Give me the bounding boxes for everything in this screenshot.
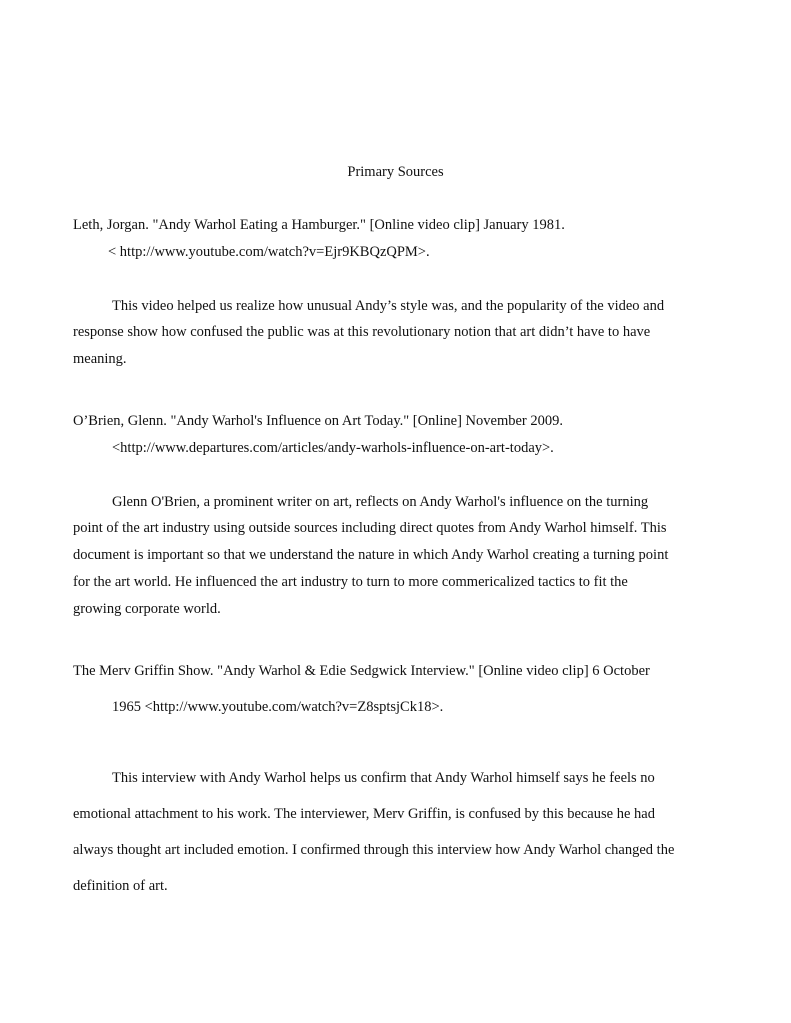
entry-2-annotation-line: for the art world. He influenced the art industry to turn to more commericalized tactics to fit the xyxy=(73,574,628,590)
entry-1-annotation-line: meaning. xyxy=(73,351,127,367)
entry-1-annotation-line: response show how confused the public was at this revolutionary notion that art didn’t have to have xyxy=(73,324,651,340)
entry-1-citation-url: < http://www.youtube.com/watch?v=Ejr9KBQzQPM>. xyxy=(108,244,430,260)
entry-3-annotation-line: This interview with Andy Warhol helps us confirm that Andy Warhol himself says he feels no xyxy=(112,770,655,786)
entry-2-annotation-line: document is important so that we understand the nature in which Andy Warhol creating a turning point xyxy=(73,547,669,563)
entry-3-annotation-line: emotional attachment to his work. The interviewer, Merv Griffin, is confused by this because he had xyxy=(73,806,655,822)
page-title: Primary Sources xyxy=(347,164,444,180)
entry-2-citation-url: <http://www.departures.com/articles/andy-warhols-influence-on-art-today>. xyxy=(112,440,554,456)
entry-2-annotation-line: point of the art industry using outside sources including direct quotes from Andy Warhol himself. This xyxy=(73,520,667,536)
entry-3-annotation-line: always thought art included emotion. I confirmed through this interview how Andy Warhol changed the xyxy=(73,842,675,858)
entry-1-citation: Leth, Jorgan. "Andy Warhol Eating a Hamburger." [Online video clip] January 1981. xyxy=(73,217,565,233)
entry-2-annotation-line: Glenn O'Brien, a prominent writer on art, reflects on Andy Warhol's influence on the turning xyxy=(112,494,649,510)
entry-3-citation: The Merv Griffin Show. "Andy Warhol & Edie Sedgwick Interview." [Online video clip] 6 October xyxy=(73,663,650,679)
entry-3-annotation-line: definition of art. xyxy=(73,878,168,894)
entry-3-citation-url: 1965 <http://www.youtube.com/watch?v=Z8sptsjCk18>. xyxy=(112,699,444,715)
entry-2-annotation-line: growing corporate world. xyxy=(73,601,221,617)
entry-1-annotation-line: This video helped us realize how unusual Andy’s style was, and the popularity of the video and xyxy=(112,298,665,314)
entry-2-citation: O’Brien, Glenn. "Andy Warhol's Influence on Art Today." [Online] November 2009. xyxy=(73,413,563,429)
